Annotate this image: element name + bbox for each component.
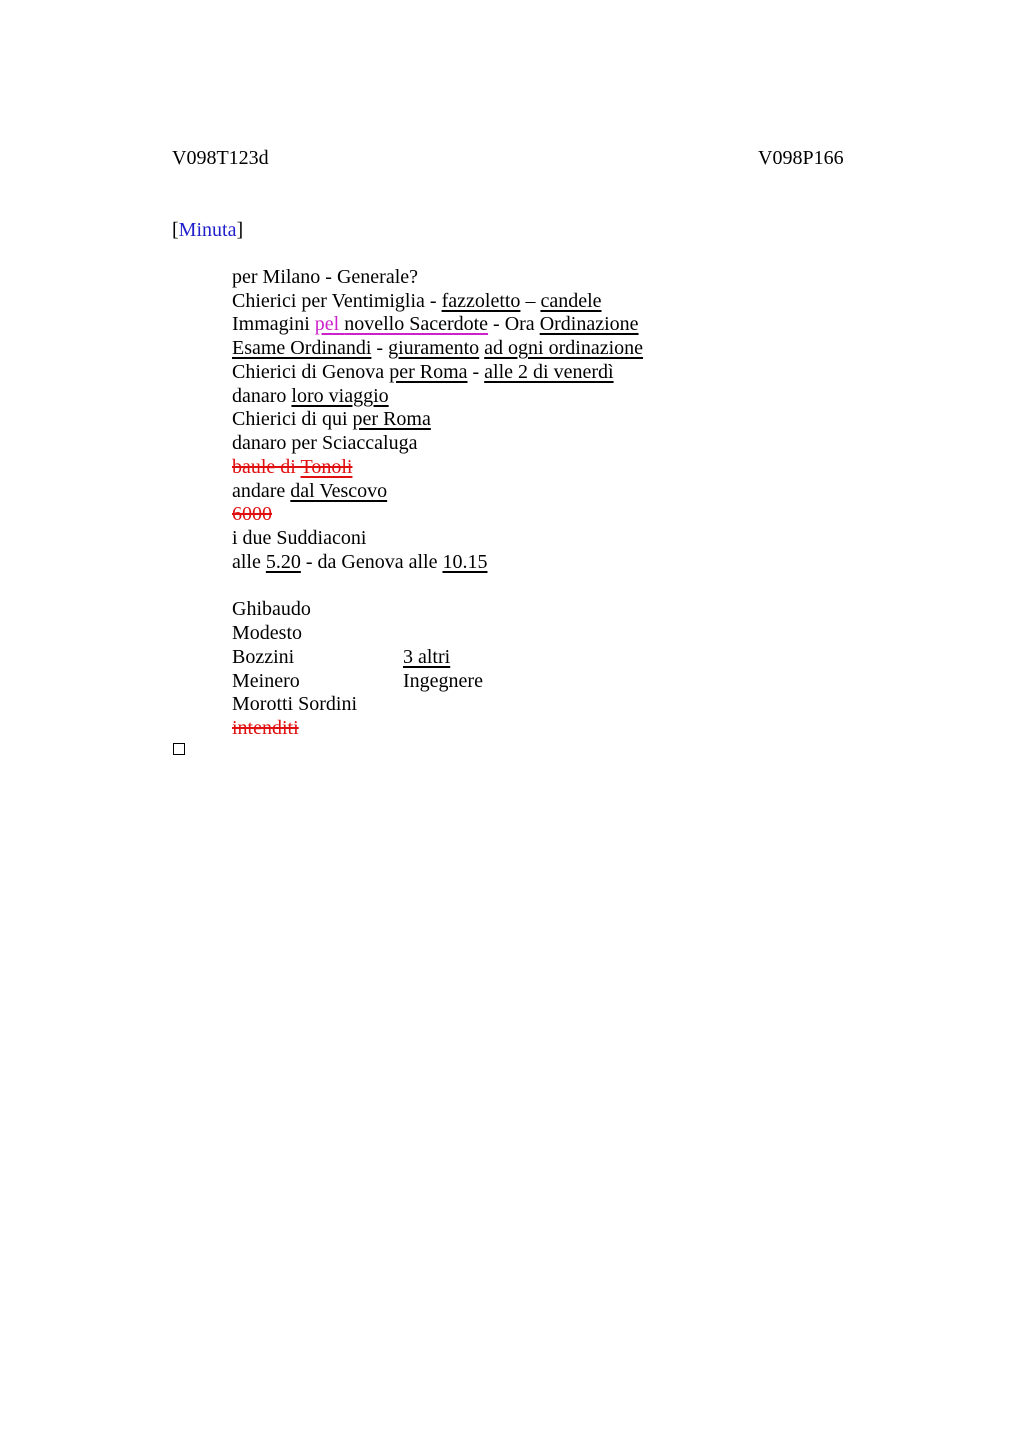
name-line-6: intenditi	[232, 717, 299, 739]
note-line-8	[232, 431, 417, 455]
note-underlined: Esame Ordinandi	[232, 337, 372, 359]
note-underlined: 10.15	[442, 551, 488, 573]
name-line-1: Ghibaudo	[232, 598, 311, 620]
minuta-label	[172, 218, 243, 242]
note-text: alle	[232, 551, 266, 573]
note-deleted: Tonoli	[300, 456, 353, 478]
note-text: Immagini	[232, 313, 315, 335]
note-text: - Ora	[488, 313, 540, 335]
note-deleted: 6000	[232, 503, 272, 525]
note-text: - da Genova alle	[300, 551, 443, 573]
name-line-2: Modesto	[232, 622, 302, 644]
note-underlined: candele	[540, 290, 602, 312]
name-line-3: Bozzini	[232, 646, 295, 668]
note-line-4	[232, 336, 643, 360]
document-code-right: V098P166	[758, 147, 844, 169]
note-line-10	[232, 479, 387, 503]
bracket-open: [	[172, 219, 179, 241]
note-underlined: giuramento	[388, 337, 480, 359]
bracket-close: ]	[236, 219, 244, 241]
note-text: danaro per Sciaccaluga	[232, 432, 418, 454]
note-text: –	[520, 290, 541, 312]
note-line-13	[232, 550, 487, 574]
note-underlined: per Roma	[352, 408, 431, 430]
note-text: -	[467, 361, 485, 383]
note-line-12	[232, 526, 366, 550]
note-text: Chierici per Ventimiglia -	[232, 290, 442, 312]
note-inserted: pel	[314, 313, 345, 335]
document-code-left: V098T123d	[172, 147, 269, 169]
note-underlined: ad ogni ordinazione	[484, 337, 644, 359]
note-line-6	[232, 384, 389, 408]
minuta-text: Minuta	[178, 219, 237, 241]
note-text: danaro	[232, 385, 292, 407]
note-underlined: per Roma	[389, 361, 468, 383]
note-text: Chierici di Genova	[232, 361, 390, 383]
note-line-1	[232, 265, 418, 289]
note-underlined: novello Sacerdote	[344, 313, 489, 335]
note-underlined: 5.20	[265, 551, 301, 573]
name-note-3: 3 altri	[403, 646, 451, 668]
note-underlined: fazzoletto	[441, 290, 521, 312]
note-line-5	[232, 360, 614, 384]
note-underlined: Ordinazione	[539, 313, 639, 335]
note-text: -	[371, 337, 389, 359]
empty-checkbox-glyph	[173, 743, 185, 755]
note-text: Chierici di qui	[232, 408, 353, 430]
name-line-5: Morotti Sordini	[232, 693, 358, 715]
note-text: per Milano - Generale?	[232, 266, 419, 288]
note-line-2	[232, 289, 602, 313]
note-deleted: baule di	[232, 456, 301, 478]
note-line-7	[232, 407, 431, 431]
note-line-9	[232, 455, 352, 479]
note-text: andare	[232, 480, 291, 502]
note-line-3	[232, 312, 639, 336]
note-underlined: dal Vescovo	[290, 480, 388, 502]
note-line-11	[232, 502, 272, 526]
name-line-4: Meinero	[232, 670, 300, 692]
note-underlined: alle 2 di venerdì	[484, 361, 614, 383]
name-note-4: Ingegnere	[403, 670, 483, 692]
note-underlined: loro viaggio	[291, 385, 389, 407]
note-text: i due Suddiaconi	[232, 527, 367, 549]
